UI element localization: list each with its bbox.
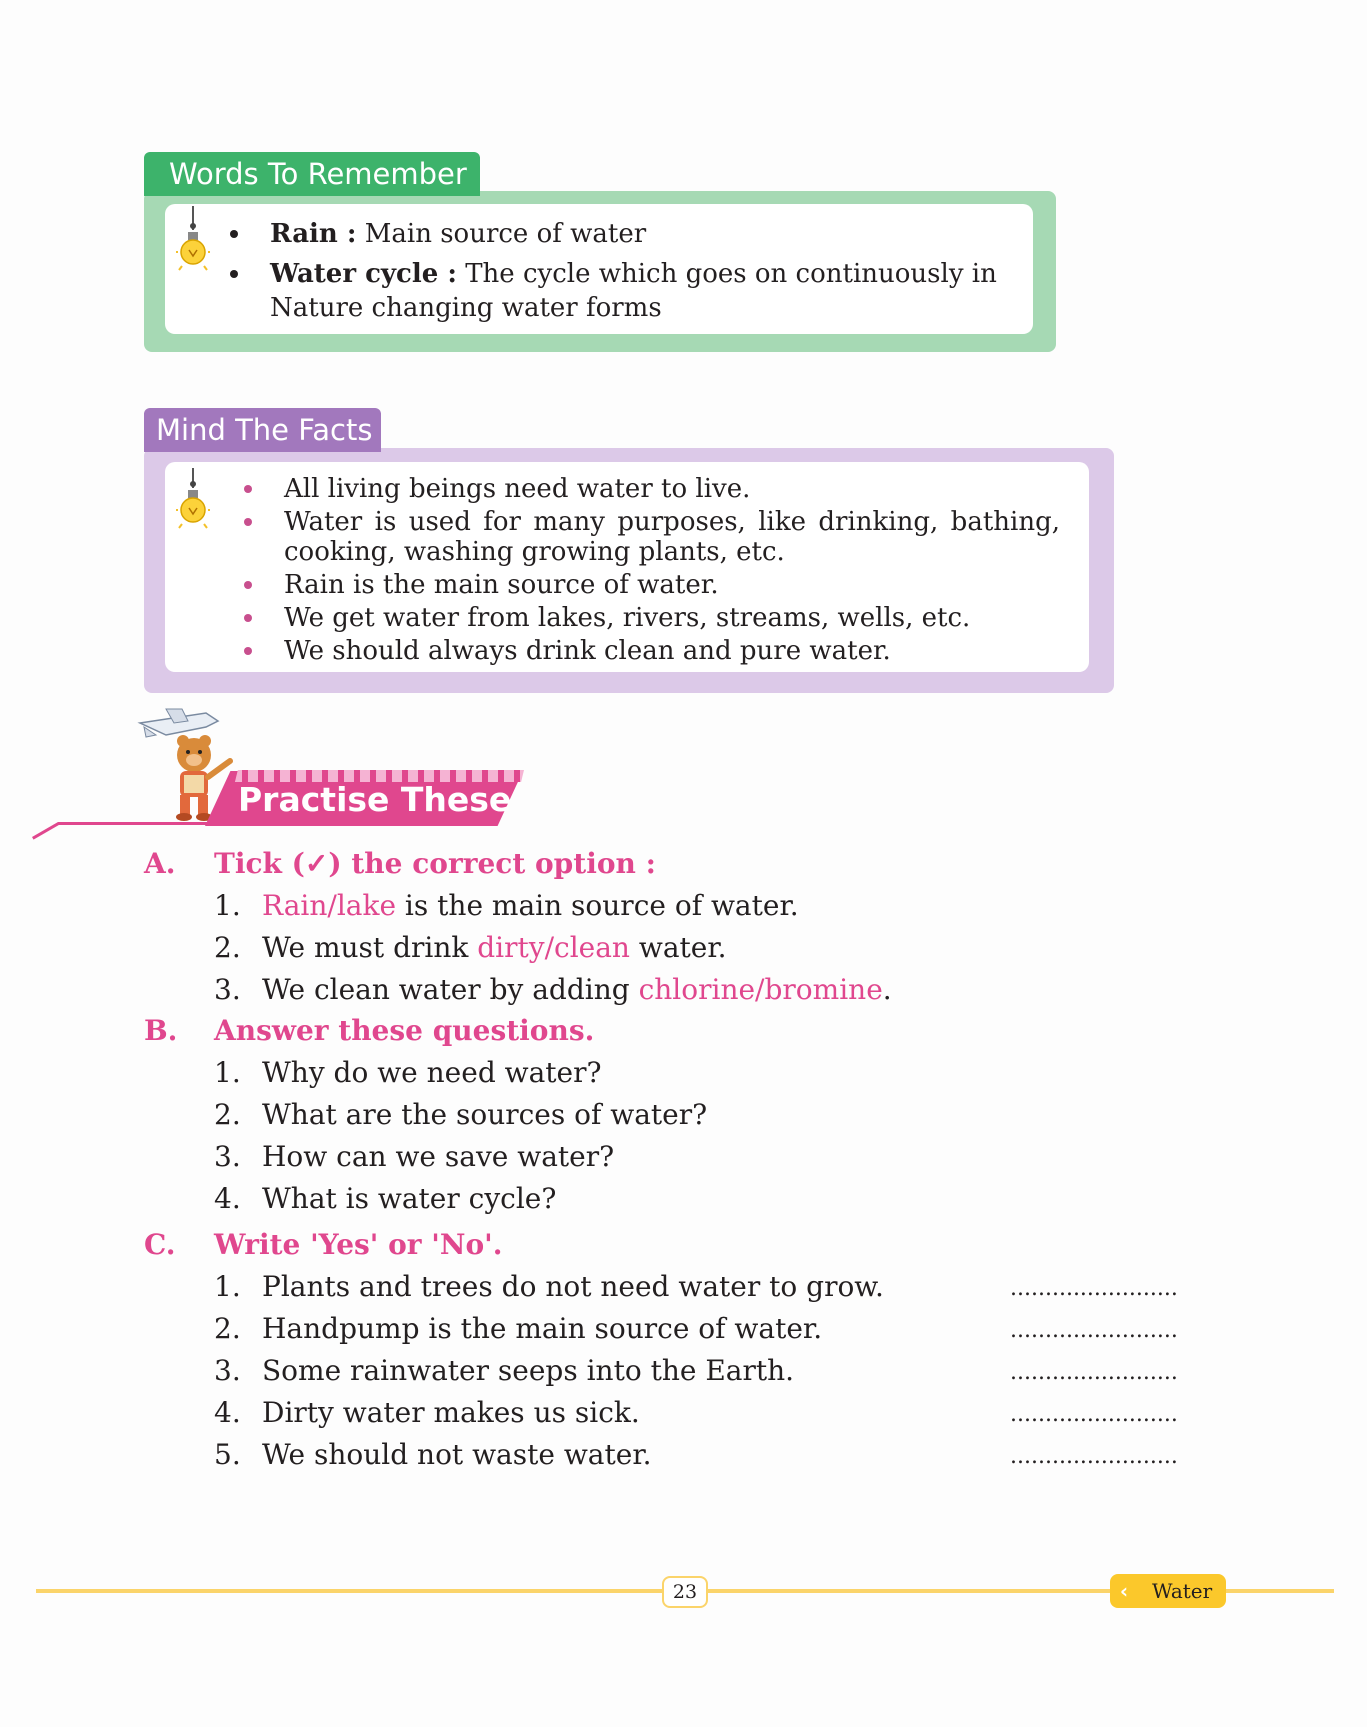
words-to-remember-title: Words To Remember (144, 152, 480, 196)
list-item: We get water from lakes, rivers, streams, wells, etc. (240, 603, 1060, 633)
option-choice[interactable]: dirty/clean (477, 931, 630, 964)
tick-item: 1. Rain/lake is the main source of water. (214, 889, 799, 922)
option-choice[interactable]: chlorine/bromine (638, 973, 883, 1006)
lightbulb-icon (176, 468, 210, 540)
words-to-remember-list (226, 217, 1026, 331)
list-item: Rain is the main source of water. (240, 570, 1060, 600)
chevron-left-icon: ‹ (1119, 1579, 1129, 1603)
section-b-heading: Answer these questions. (214, 1014, 595, 1047)
section-a-letter: A. (144, 847, 176, 880)
answer-blank[interactable]: ........................ (1010, 1402, 1178, 1427)
chapter-tab[interactable] (1110, 1574, 1226, 1608)
list-item: Water is used for many purposes, like drinking, bathing, cooking, washing growing plants, etc. (240, 507, 1060, 567)
list-item: Rain : Main source of water (226, 217, 1026, 251)
yes-no-item: 4. Dirty water makes us sick. (214, 1396, 640, 1429)
answer-blank[interactable]: ........................ (1010, 1276, 1178, 1301)
question-item: 2. What are the sources of water? (214, 1098, 708, 1131)
page-number: 23 (662, 1576, 708, 1608)
section-a-heading: Tick (✓) the correct option : (214, 847, 656, 880)
option-choice[interactable]: Rain/lake (262, 889, 397, 922)
list-item: We should always drink clean and pure water. (240, 636, 1060, 666)
question-item: 4. What is water cycle? (214, 1182, 557, 1215)
section-c-letter: C. (144, 1228, 176, 1261)
banner-rule-corner (32, 822, 59, 840)
tick-item: 2. We must drink dirty/clean water. (214, 931, 727, 964)
list-item: Water cycle : The cycle which goes on continuously in Nature changing water forms (226, 257, 1026, 325)
practise-these-title: Practise These (238, 780, 512, 819)
mind-the-facts-list (240, 474, 1060, 669)
question-item: 3. How can we save water? (214, 1140, 615, 1173)
yes-no-item: 2. Handpump is the main source of water. (214, 1312, 823, 1345)
yes-no-item: 3. Some rainwater seeps into the Earth. (214, 1354, 795, 1387)
answer-blank[interactable]: ........................ (1010, 1360, 1178, 1385)
yes-no-item: 5. We should not waste water. (214, 1438, 652, 1471)
chapter-label: Water (1152, 1579, 1213, 1603)
yes-no-item: 1. Plants and trees do not need water to grow. (214, 1270, 884, 1303)
tick-item: 3. We clean water by adding chlorine/bromine. (214, 973, 892, 1006)
section-c-heading: Write 'Yes' or 'No'. (214, 1228, 503, 1261)
answer-blank[interactable]: ........................ (1010, 1318, 1178, 1343)
mind-the-facts-title: Mind The Facts (144, 408, 381, 452)
list-item: All living beings need water to live. (240, 474, 1060, 504)
question-item: 1. Why do we need water? (214, 1056, 602, 1089)
lightbulb-icon (176, 206, 210, 284)
section-b-letter: B. (144, 1014, 178, 1047)
answer-blank[interactable]: ........................ (1010, 1444, 1178, 1469)
